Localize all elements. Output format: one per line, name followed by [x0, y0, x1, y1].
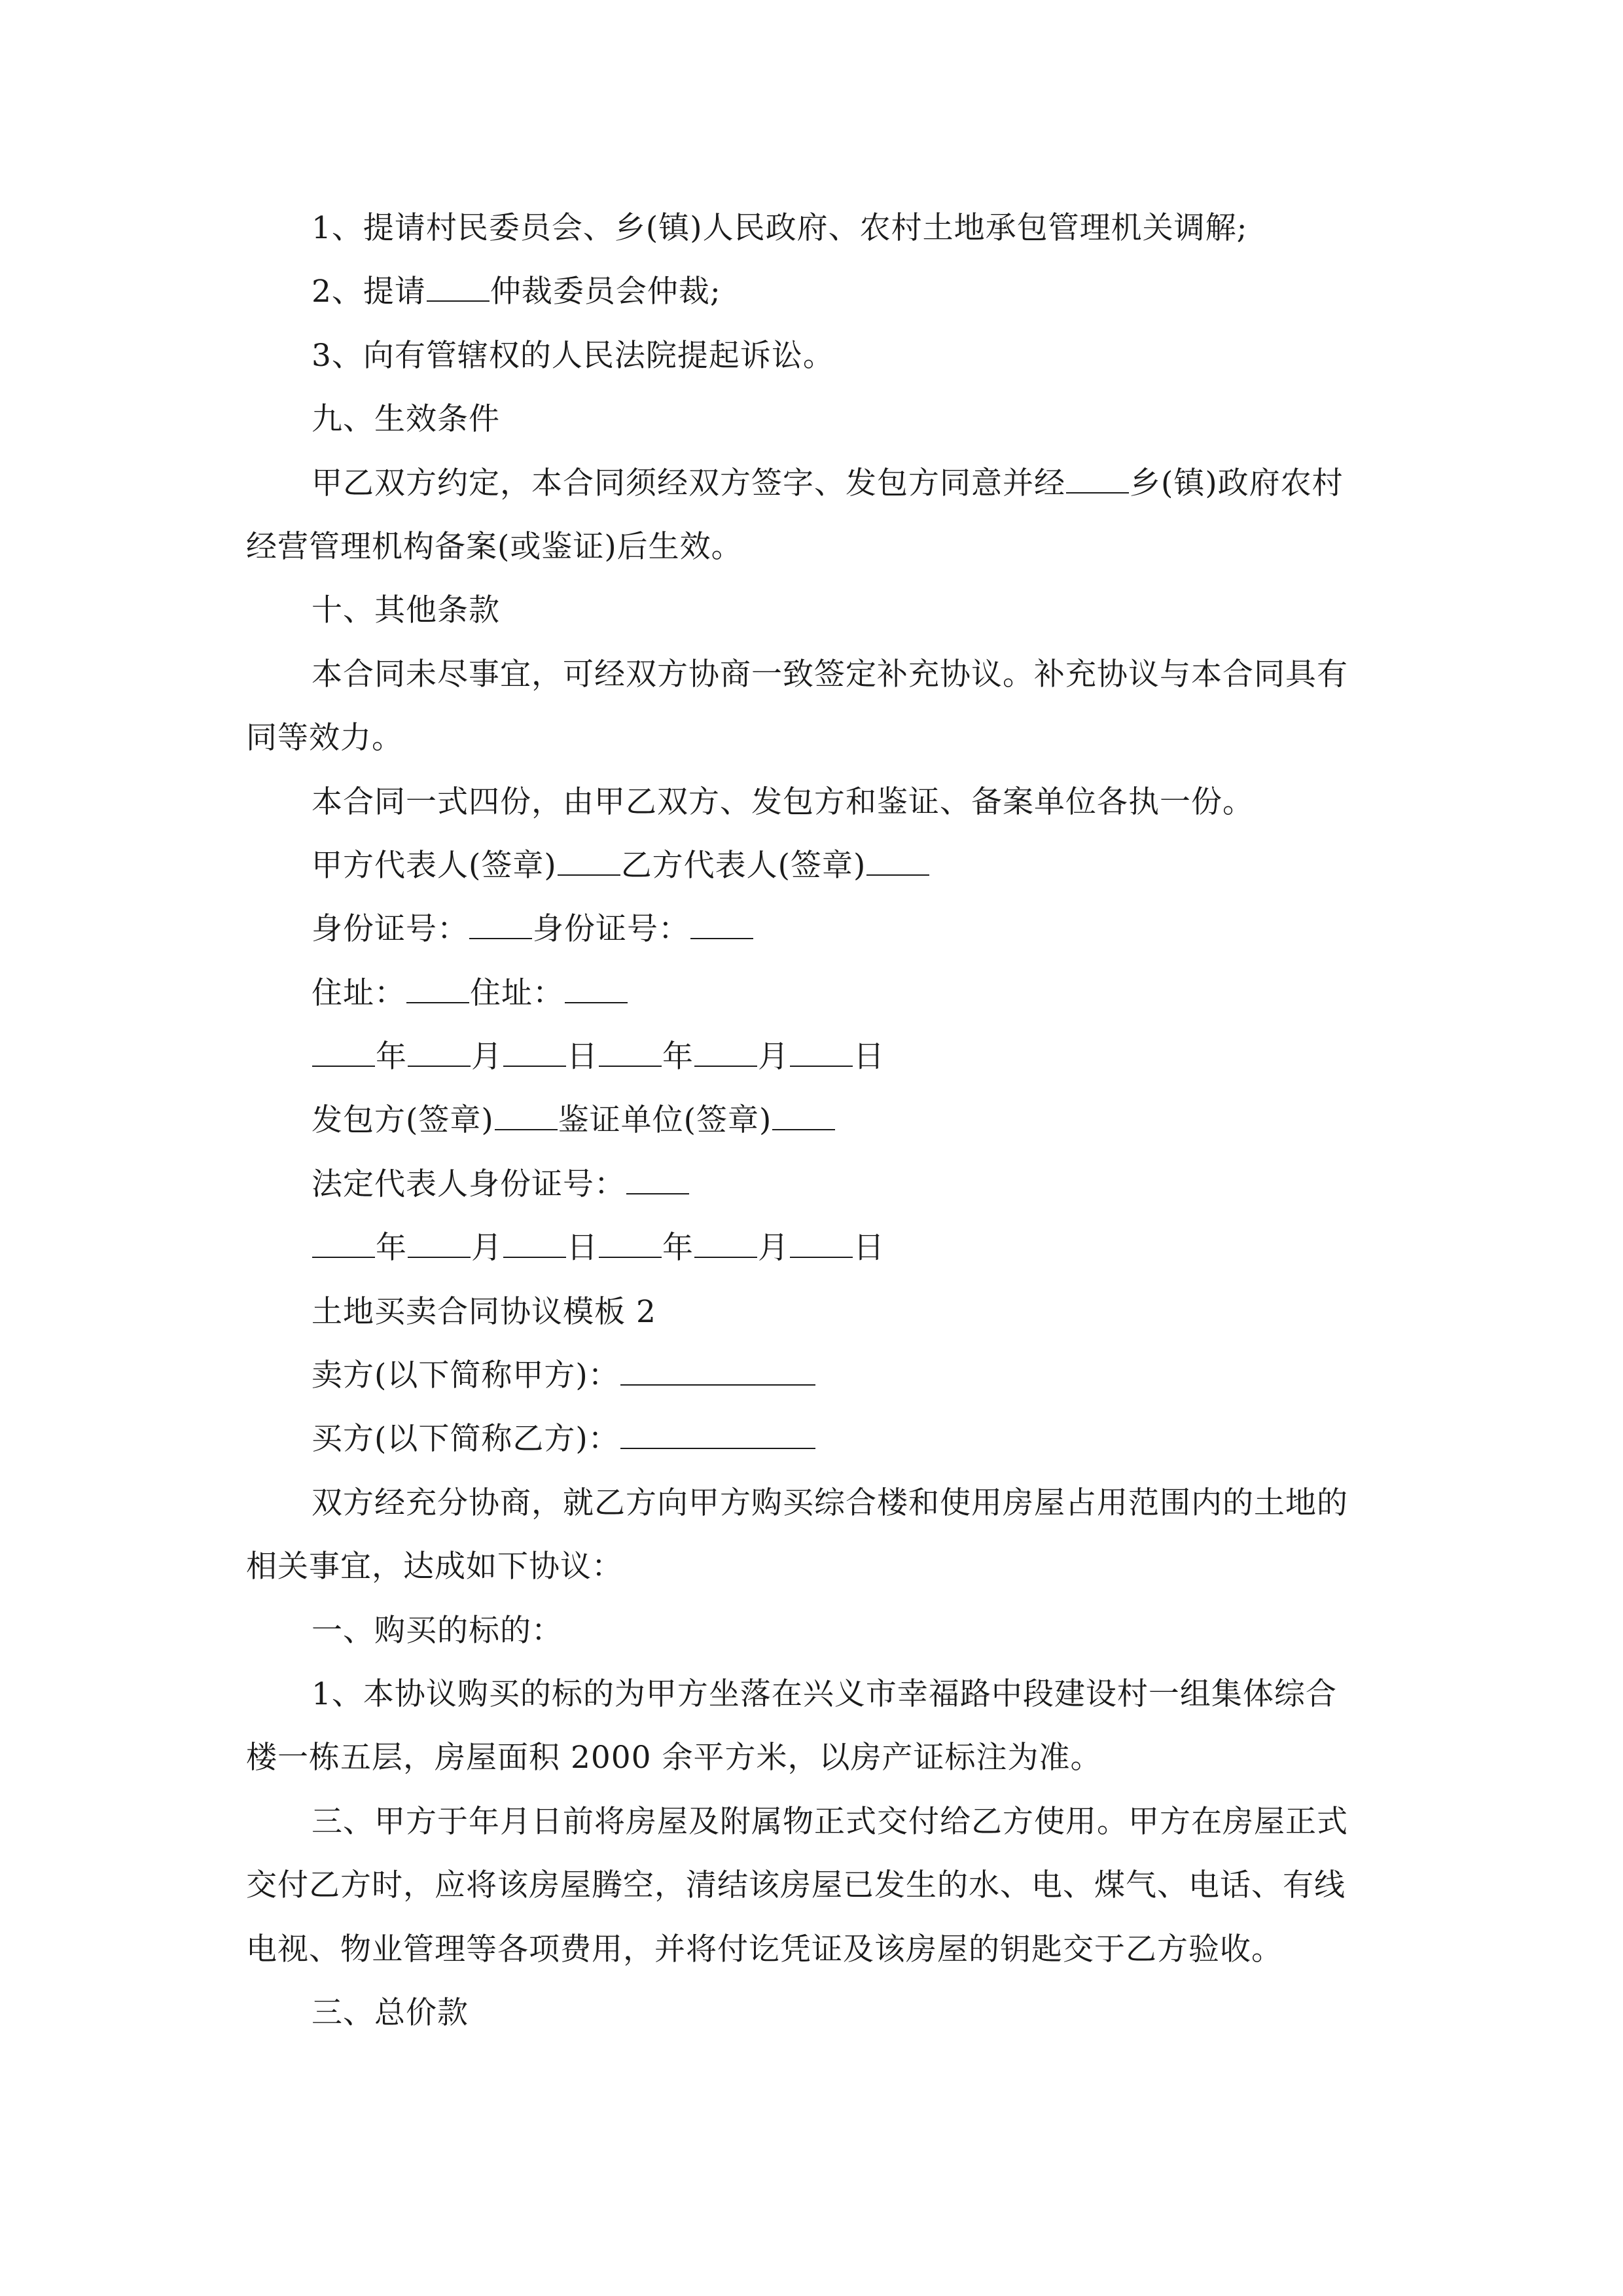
heading-text: 土地买卖合同协议模板 2 — [312, 1293, 656, 1330]
date-unit: 年 — [376, 1039, 407, 1075]
fill-blank — [503, 1034, 566, 1067]
fill-blank — [406, 971, 469, 1003]
fill-blank — [599, 1034, 662, 1067]
fill-blank — [690, 906, 753, 939]
line-text: 发包方(签章) — [312, 1102, 494, 1139]
fill-blank — [620, 1353, 815, 1386]
id-number-line — [246, 897, 1378, 961]
fill-blank — [626, 1162, 689, 1194]
paragraph-line — [246, 515, 1378, 579]
line-text: 法定代表人身份证号： — [312, 1166, 626, 1202]
section-heading — [246, 1981, 1378, 2045]
fill-blank — [790, 1225, 853, 1258]
line-text: 鉴证单位(签章) — [558, 1102, 772, 1139]
fill-blank — [408, 1225, 471, 1258]
date-unit: 年 — [662, 1230, 694, 1266]
paragraph-line — [246, 770, 1378, 834]
paragraph-line — [246, 643, 1378, 706]
line-text: 同等效力。 — [246, 720, 403, 757]
line-text: 1、提请村民委员会、乡(镇)人民政府、农村土地承包管理机关调解; — [312, 210, 1248, 246]
line-text: 本合同未尽事宜，可经双方协商一致签定补充协议。补充协议与本合同具有 — [312, 656, 1348, 692]
date-unit: 日 — [853, 1039, 885, 1075]
buyer-line — [246, 1407, 1378, 1471]
line-text: 乡(镇)政府农村 — [1130, 465, 1344, 501]
date-unit: 日 — [853, 1230, 885, 1266]
line-text: 甲方代表人(签章) — [312, 847, 557, 884]
fill-blank — [620, 1416, 815, 1449]
date-unit: 日 — [567, 1039, 598, 1075]
clause-line — [246, 260, 1378, 323]
paragraph-line — [246, 1790, 1378, 1854]
id-number-line — [246, 1153, 1378, 1216]
seller-line — [246, 1344, 1378, 1407]
section-heading — [246, 387, 1378, 451]
paragraph-line — [246, 706, 1378, 770]
date-unit: 月 — [758, 1039, 789, 1075]
heading-text: 一、购买的标的： — [312, 1612, 563, 1649]
fill-blank — [408, 1034, 471, 1067]
line-text: 双方经充分协商，就乙方向甲方购买综合楼和使用房屋占用范围内的土地的 — [312, 1484, 1348, 1521]
line-text: 甲乙双方约定，本合同须经双方签字、发包方同意并经 — [312, 465, 1065, 501]
fill-blank — [772, 1098, 835, 1130]
line-text: 经营管理机构备案(或鉴证)后生效。 — [246, 528, 743, 565]
line-text: 身份证号： — [533, 911, 690, 948]
heading-text: 三、总价款 — [312, 1994, 469, 2031]
heading-text: 九、生效条件 — [312, 401, 500, 438]
date-unit: 年 — [662, 1039, 694, 1075]
section-heading — [246, 1599, 1378, 1662]
fill-blank — [1066, 461, 1129, 493]
date-unit: 年 — [376, 1230, 407, 1266]
line-text: 仲裁委员会仲裁; — [490, 274, 721, 310]
line-text: 1、本协议购买的标的为甲方坐落在兴义市幸福路中段建设村一组集体综合 — [312, 1676, 1337, 1712]
fill-blank — [694, 1034, 757, 1067]
line-text: 交付乙方时，应将该房屋腾空，清结该房屋已发生的水、电、煤气、电话、有线 — [246, 1867, 1346, 1904]
date-unit: 月 — [471, 1230, 503, 1266]
fill-blank — [312, 1034, 375, 1067]
address-line — [246, 961, 1378, 1025]
fill-blank — [866, 843, 929, 876]
date-unit: 月 — [758, 1230, 789, 1266]
fill-blank — [790, 1034, 853, 1067]
paragraph-line — [246, 1726, 1378, 1789]
line-text: 卖方(以下简称甲方)： — [312, 1357, 620, 1394]
clause-line — [246, 324, 1378, 387]
line-text: 相关事宜，达成如下协议： — [246, 1549, 623, 1585]
template-title — [246, 1280, 1378, 1344]
fill-blank — [558, 843, 620, 876]
line-text: 身份证号： — [312, 911, 469, 948]
fill-blank — [427, 269, 490, 302]
fill-blank — [599, 1225, 662, 1258]
clause-line — [246, 196, 1378, 260]
line-text: 住址： — [312, 975, 406, 1011]
signature-line — [246, 834, 1378, 897]
line-text: 2、提请 — [312, 274, 426, 310]
paragraph-line — [246, 452, 1378, 515]
signature-line — [246, 1088, 1378, 1152]
paragraph-line — [246, 1918, 1378, 1981]
heading-text: 十、其他条款 — [312, 592, 500, 629]
line-text: 3、向有管辖权的人民法院提起诉讼。 — [312, 337, 834, 374]
paragraph-line — [246, 1662, 1378, 1726]
fill-blank — [495, 1098, 558, 1130]
document-body — [246, 196, 1378, 2045]
paragraph-line — [246, 1471, 1378, 1535]
line-text: 电视、物业管理等各项费用，并将付讫凭证及该房屋的钥匙交于乙方验收。 — [246, 1931, 1283, 1967]
fill-blank — [565, 971, 628, 1003]
fill-blank — [694, 1225, 757, 1258]
fill-blank — [469, 906, 532, 939]
section-heading — [246, 579, 1378, 642]
date-line — [246, 1025, 1378, 1088]
fill-blank — [503, 1225, 566, 1258]
paragraph-line — [246, 1854, 1378, 1917]
line-text: 三、甲方于年月日前将房屋及附属物正式交付给乙方使用。甲方在房屋正式 — [312, 1803, 1348, 1840]
line-text: 买方(以下简称乙方)： — [312, 1421, 620, 1458]
line-text: 本合同一式四份，由甲乙双方、发包方和鉴证、备案单位各执一份。 — [312, 783, 1254, 820]
line-text: 楼一栋五层，房屋面积 2000 余平方米，以房产证标注为准。 — [246, 1740, 1102, 1776]
paragraph-line — [246, 1535, 1378, 1598]
line-text: 住址： — [470, 975, 564, 1011]
line-text: 乙方代表人(签章) — [620, 847, 866, 884]
date-unit: 日 — [567, 1230, 598, 1266]
fill-blank — [312, 1225, 375, 1258]
date-unit: 月 — [471, 1039, 503, 1075]
date-line — [246, 1216, 1378, 1280]
